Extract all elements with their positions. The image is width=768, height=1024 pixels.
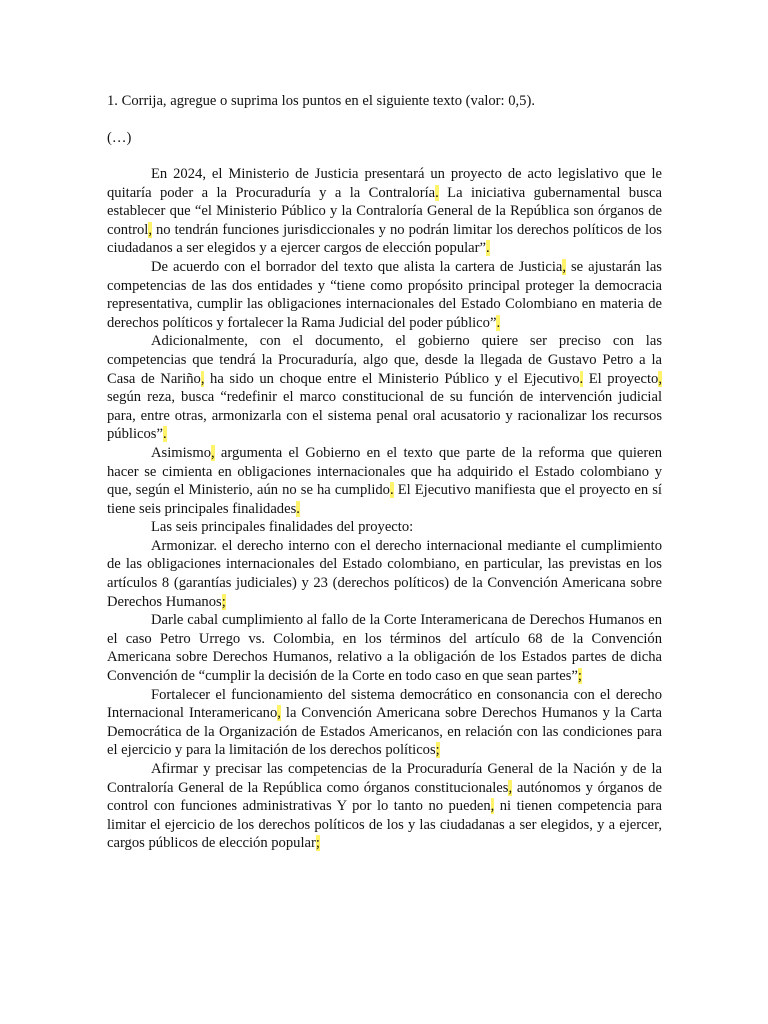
highlighted-punctuation: , (508, 779, 513, 796)
paragraph (107, 537, 662, 611)
text-segment: ha sido un choque entre el Ministerio Público y el Ejecutivo (204, 370, 580, 387)
highlighted-punctuation: . (162, 426, 167, 443)
text-segment: Afirmar y precisar las competencias de la Procuraduría General de la Nación y de la Contraloría General de la República como órganos constitucionales (107, 761, 662, 796)
highlighted-punctuation: . (486, 240, 490, 257)
paragraph (107, 258, 662, 332)
highlighted-punctuation: , (562, 258, 567, 275)
highlighted-punctuation: , (277, 705, 281, 722)
highlighted-punctuation: . (579, 370, 584, 387)
highlighted-punctuation: , (148, 221, 152, 238)
text-segment: según reza, busca “redefinir el marco constitucional de su función de intervención judicial para, entre otras, armonizarla con el sistema penal oral acusatorio y racionalizar los recursos públicos” (107, 389, 662, 443)
text-segment: Las seis principales finalidades del proyecto: (151, 519, 414, 536)
text-segment: Darle cabal cumplimiento al fallo de la Corte Interamericana de Derechos Humanos en el caso Petro Urrego vs. Colombia, en los términos del artículo 68 de la Convención Americana sobre Derechos Humanos, relativo a la obligación de los Estados partes de dicha Convención de “cumplir la decisión de la Corte en todo caso en que sean partes” (107, 612, 662, 685)
text-segment: El Ejecutivo manifiesta que el proyecto en sí tiene seis principales finalidades (107, 482, 662, 517)
text-segment: se ajustarán las competencias de las dos entidades y “tiene como propósito principal proteger la democracia representativa, cumplir las obligaciones internacionales del Estado Colombiano en materia de derechos políticos y fortalecer la Rama Judicial del poder público” (107, 258, 662, 331)
text-segment: autónomos y órganos de control con funciones administrativas Y por lo tanto no pueden (107, 779, 662, 815)
highlighted-punctuation: , (658, 370, 663, 387)
text-segment: El proyecto (583, 370, 659, 387)
text-segment: Fortalecer el funcionamiento del sistema democrático en consonancia con el derecho Internacional Interamericano (107, 686, 662, 722)
text-segment: ni tienen competencia para limitar el ejercicio de los derechos políticos de los y las ciudadanas a ser elegidos, y a ejercer, cargos públicos de elección popular (107, 798, 662, 852)
highlighted-punctuation: . (389, 482, 394, 499)
paragraph (107, 686, 662, 760)
paragraph (107, 611, 662, 685)
text-segment: Armonizar. el derecho interno con el derecho internacional mediante el cumplimiento de las obligaciones internacionales del Estado colombiano, en particular, las previstas en los artículos 8 (garantías judiciales) y 23 (derechos políticos) de la Convención Americana sobre Derechos Humanos (107, 537, 662, 610)
exercise-heading: 1. Corrija, agregue o suprima los puntos en el siguiente texto (valor: 0,5). (107, 93, 535, 109)
text-segment: no tendrán funciones jurisdiccionales y no podrán limitar los derechos políticos de los ciudadanos a ser elegidos y a ejercer cargos de elección popular” (107, 221, 662, 257)
paragraph (107, 760, 662, 853)
highlighted-punctuation: . (435, 184, 439, 201)
highlighted-punctuation: , (200, 370, 205, 387)
highlighted-punctuation: . (296, 500, 300, 517)
text-segment: En 2024, el Ministerio de Justicia presentará un proyecto de acto legislativo que le quitaría poder a la Procuraduría y a la Contraloría (107, 166, 662, 201)
highlighted-punctuation: ; (221, 593, 226, 610)
text-segment: Adicionalmente, con el documento, el gobierno quiere ser preciso con las competencias que tendrá la Procuraduría, algo que, desde la llegada de Gustavo Petro a la Casa de Nariño (107, 333, 662, 387)
text-segment: La iniciativa gubernamental busca establecer que “el Ministerio Público y la Contraloría General de la República son órganos de control (107, 184, 662, 238)
document-body (107, 165, 662, 853)
omission-ellipsis: (…) (107, 130, 132, 146)
highlighted-punctuation: ; (315, 835, 320, 852)
highlighted-punctuation: , (211, 444, 215, 461)
highlighted-punctuation: ; (577, 668, 582, 685)
highlighted-punctuation: ; (435, 742, 440, 759)
paragraph (107, 518, 662, 537)
paragraph (107, 165, 662, 258)
paragraph (107, 444, 662, 518)
text-segment: la Convención Americana sobre Derechos Humanos y la Carta Democrática de la Organización de Estados Americanos, en relación con las condiciones para el ejercicio y para la limitación de los derechos políticos (107, 705, 663, 759)
highlighted-punctuation: . (496, 314, 501, 331)
paragraph (107, 332, 662, 444)
text-segment: Asimismo (151, 444, 212, 461)
text-segment: De acuerdo con el borrador del texto que alista la cartera de Justicia (151, 258, 563, 275)
highlighted-punctuation: , (490, 798, 495, 815)
text-segment: argumenta el Gobierno en el texto que parte de la reforma que quieren hacer se cimienta en obligaciones internacionales que ha adquirido el Estado colombiano y que, según el Ministerio, aún no se ha cumplido (107, 444, 662, 499)
